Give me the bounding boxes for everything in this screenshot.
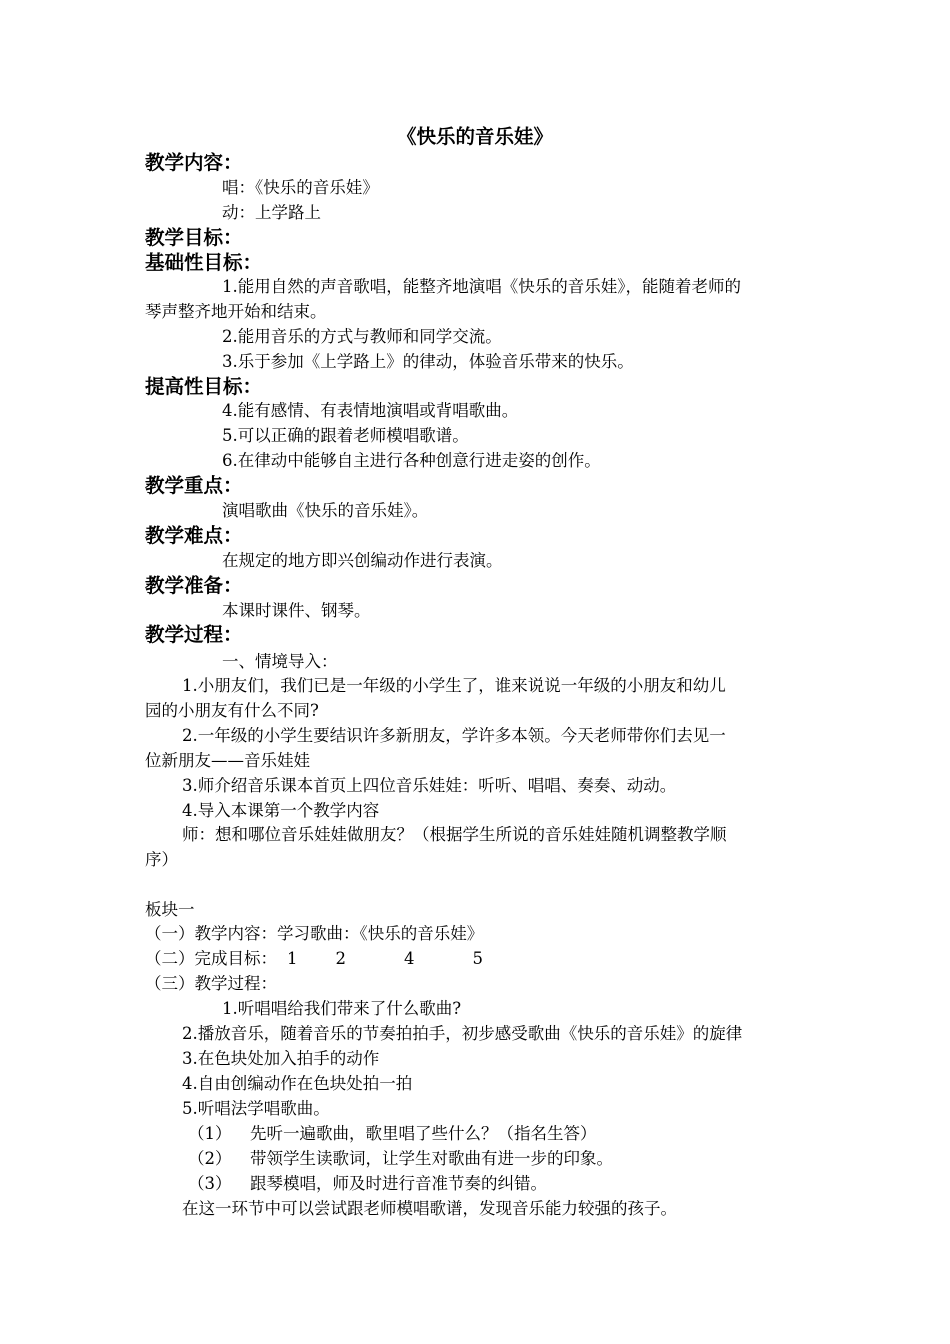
content-sing: 唱：《快乐的音乐娃》 [222,178,379,197]
block-1-content: （一）教学内容：学习歌曲：《快乐的音乐娃》 [145,924,484,943]
section-heading-content: 教学内容： [145,151,243,174]
preparation-text: 本课时课件、钢琴。 [222,601,371,620]
goal-number: 4 [404,949,415,968]
block-1-step-3: 3.在色块处加入拍手的动作 [182,1049,380,1068]
block-1-step-5: 5.听唱法学唱歌曲。 [182,1099,330,1118]
goal-6: 6.在律动中能够自主进行各种创意行进走姿的创作。 [222,451,601,470]
goal-number: 5 [472,949,483,968]
block-1-heading: 板块一 [145,900,195,919]
block-1-step-2: 2.播放音乐，随着音乐的节奏拍拍手，初步感受歌曲《快乐的音乐娃》的旋律 [182,1024,743,1043]
process-intro: 一、情境导入： [222,652,338,671]
sub-step-1: 先听一遍歌曲，歌里唱了些什么？（指名生答） [250,1124,597,1143]
process-step-5-line-2: 序） [145,850,178,869]
process-step-1-line-1: 1.小朋友们，我们已是一年级的小学生了，谁来说说一年级的小朋友和幼儿 [182,676,726,695]
block-1-process-heading: （三）教学过程： [145,974,277,993]
process-step-2-line-2: 位新朋友——音乐娃娃 [145,751,310,770]
section-heading-key-point: 教学重点： [145,474,243,497]
process-step-3: 3.师介绍音乐课本首页上四位音乐娃娃：听听、唱唱、奏奏、动动。 [182,776,677,795]
goal-2: 2.能用音乐的方式与教师和同学交流。 [222,327,502,346]
subheading-advanced-goals: 提高性目标： [145,375,263,398]
sub-step-2: 带领学生读歌词，让学生对歌曲有进一步的印象。 [250,1149,613,1168]
document-title: 《快乐的音乐娃》 [396,125,553,148]
block-1-step-4: 4.自由创编动作在色块处拍一拍 [182,1074,413,1093]
goal-5: 5.可以正确的跟着老师模唱歌谱。 [222,426,469,445]
block-1-closing: 在这一环节中可以尝试跟老师模唱歌谱，发现音乐能力较强的孩子。 [182,1199,677,1218]
process-step-2-line-1: 2.一年级的小学生要结识许多新朋友，学许多本领。今天老师带你们去见一 [182,726,726,745]
subheading-basic-goals: 基础性目标： [145,251,263,274]
section-heading-process: 教学过程： [145,623,243,646]
sub-step-3: 跟琴模唱，师及时进行音准节奏的纠错。 [250,1174,547,1193]
block-1-goals-label: （二）完成目标： [145,949,277,968]
section-heading-goals: 教学目标： [145,226,243,249]
process-step-5-line-1: 师：想和哪位音乐娃娃做朋友？（根据学生所说的音乐娃娃随机调整教学顺 [182,825,727,844]
process-step-4: 4.导入本课第一个教学内容 [182,801,380,820]
block-1-step-1: 1.听唱唱给我们带来了什么歌曲? [222,999,462,1018]
content-move: 动：上学路上 [222,203,321,222]
sub-step-1-number: （1） [188,1124,232,1143]
goal-1-line-2: 琴声整齐地开始和结束。 [145,302,327,321]
sub-step-2-number: （2） [188,1149,232,1168]
goal-number: 2 [335,949,346,968]
difficulty-text: 在规定的地方即兴创编动作进行表演。 [222,551,503,570]
section-heading-preparation: 教学准备： [145,574,243,597]
block-1-goals-row [145,946,483,971]
goal-4: 4.能有感情、有表情地演唱或背唱歌曲。 [222,401,519,420]
process-step-1-line-2: 园的小朋友有什么不同? [145,701,319,720]
sub-step-3-number: （3） [188,1174,232,1193]
goal-number: 1 [287,949,298,968]
goal-3: 3.乐于参加《上学路上》的律动，体验音乐带来的快乐。 [222,352,634,371]
goal-1-line-1: 1.能用自然的声音歌唱，能整齐地演唱《快乐的音乐娃》，能随着老师的 [222,277,741,296]
key-point-text: 演唱歌曲《快乐的音乐娃》。 [222,501,429,520]
section-heading-difficulty: 教学难点： [145,524,243,547]
